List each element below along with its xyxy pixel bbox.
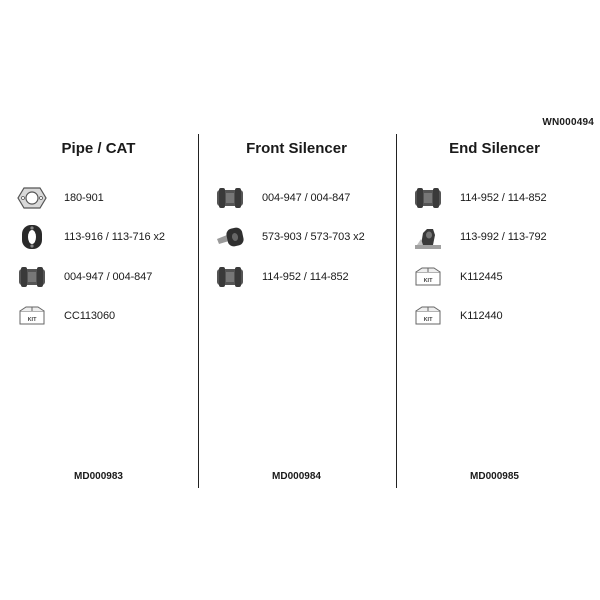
svg-text:KIT: KIT	[423, 317, 433, 324]
reference-number: WN000494	[542, 117, 594, 128]
part-code: 113-992 / 113-792	[460, 231, 547, 244]
clamp-icon	[215, 184, 245, 212]
clamp-icon	[413, 184, 443, 212]
list-item	[413, 257, 593, 297]
list-item	[413, 218, 593, 258]
kit-box-icon	[17, 302, 47, 330]
list-item	[17, 218, 197, 258]
part-code: 113-916 / 113-716 x2	[64, 231, 165, 244]
part-code: 573-903 / 573-703 x2	[262, 231, 365, 244]
list-item	[215, 218, 395, 258]
list-item	[17, 297, 197, 337]
part-code: 004-947 / 004-847	[64, 270, 153, 283]
mounting-rubber-icon	[215, 223, 245, 251]
column-pipe-cat	[0, 134, 197, 488]
clamp-icon	[17, 263, 47, 291]
column-front-silencer	[198, 134, 395, 488]
clamp-icon	[215, 263, 245, 291]
part-code: 114-952 / 114-852	[460, 191, 547, 204]
part-code: K112440	[460, 310, 503, 323]
part-code: 004-947 / 004-847	[262, 191, 351, 204]
gasket-icon	[17, 184, 47, 212]
svg-text:KIT: KIT	[423, 277, 433, 284]
list-item	[215, 178, 395, 218]
bracket-mount-icon	[413, 223, 443, 251]
column-footer-code: MD000984	[272, 471, 321, 482]
svg-text:KIT: KIT	[27, 317, 37, 324]
part-code: 114-952 / 114-852	[262, 270, 349, 283]
list-item	[17, 257, 197, 297]
rubber-hanger-icon	[17, 223, 47, 251]
column-title: End Silencer	[449, 140, 540, 157]
column-title: Front Silencer	[246, 140, 347, 157]
column-title: Pipe / CAT	[61, 140, 136, 157]
part-code: 180-901	[64, 191, 104, 204]
list-item	[413, 178, 593, 218]
part-code: K112445	[460, 270, 503, 283]
kit-box-icon	[413, 263, 443, 291]
column-footer-code: MD000985	[470, 471, 519, 482]
column-footer-code: MD000983	[74, 471, 123, 482]
part-code: CC113060	[64, 310, 115, 323]
column-end-silencer	[396, 134, 593, 488]
list-item	[413, 297, 593, 337]
list-item	[17, 178, 197, 218]
list-item	[215, 257, 395, 297]
kit-box-icon	[413, 302, 443, 330]
